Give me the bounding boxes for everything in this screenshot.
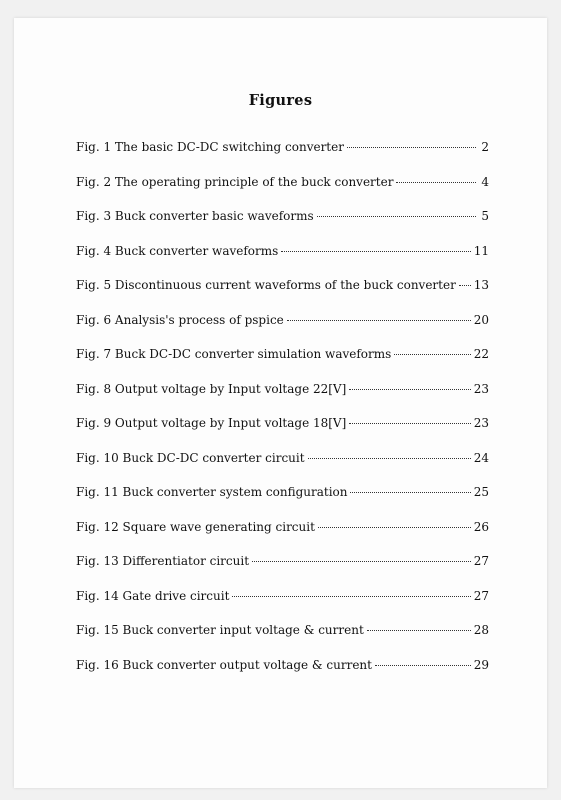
dot-leader [396,182,476,183]
figure-caption: Fig. 13 Differentiator circuit [76,554,250,568]
figure-caption: Fig. 14 Gate drive circuit [76,588,230,603]
figure-entry [76,209,489,244]
dot-leader [308,458,471,459]
page-title: Figures [248,92,313,109]
page-number: 27 [473,554,489,568]
figure-entry [76,451,489,486]
dot-leader [252,561,471,562]
document-page [14,18,547,788]
figure-caption: Fig. 8 Output voltage by Input voltage 22[V] [76,381,347,396]
dot-leader [232,596,470,597]
list-of-figures [76,140,489,692]
figure-caption: Fig. 3 Buck converter basic waveforms [76,209,314,223]
page-number: 29 [473,657,489,672]
figure-caption: Fig. 16 Buck converter output voltage & current [76,657,372,672]
dot-leader [349,389,470,390]
dot-leader [375,665,471,666]
figure-caption: Fig. 11 Buck converter system configuration [76,485,348,499]
figure-entry [76,382,489,417]
page-number: 22 [473,347,489,361]
figure-caption: Fig. 4 Buck converter waveforms [76,243,279,258]
figure-entry [76,589,489,624]
figure-entry [76,244,489,279]
dot-leader [350,492,470,493]
page-number: 26 [473,519,489,534]
dot-leader [367,630,471,631]
dot-leader [318,527,471,528]
figure-entry [76,313,489,348]
page-number: 20 [473,312,489,327]
figure-caption: Fig. 7 Buck DC-DC converter simulation waveforms [76,347,392,361]
page-number: 27 [473,588,489,603]
dot-leader [459,285,471,286]
page-number: 13 [473,278,489,292]
page-number: 5 [481,209,489,223]
figure-caption: Fig. 12 Square wave generating circuit [76,519,315,534]
page-number: 23 [473,381,489,396]
figure-caption: Fig. 5 Discontinuous current waveforms of the buck converter [76,278,456,292]
dot-leader [281,251,470,252]
page-number: 24 [473,450,489,465]
page-number: 28 [473,623,489,637]
figure-caption: Fig. 2 The operating principle of the buck converter [76,174,394,189]
figure-entry [76,658,489,693]
figure-entry [76,623,489,658]
figure-entry [76,278,489,313]
figure-entry [76,520,489,555]
figure-caption: Fig. 15 Buck converter input voltage & current [76,623,364,637]
page-number: 2 [481,140,489,154]
dot-leader [347,147,476,148]
page-number: 23 [473,416,489,430]
figure-entry [76,485,489,520]
figure-caption: Fig. 6 Analysis's process of pspice [76,312,284,327]
dot-leader [317,216,476,217]
page-number: 11 [473,243,489,258]
figure-entry [76,175,489,210]
figure-entry [76,554,489,589]
figure-caption: Fig. 1 The basic DC-DC switching converter [76,140,344,154]
dot-leader [349,423,470,424]
figure-entry [76,347,489,382]
page-number: 25 [473,485,489,499]
figure-caption: Fig. 9 Output voltage by Input voltage 18[V] [76,416,347,430]
dot-leader [394,354,470,355]
page-number: 4 [481,174,489,189]
figure-entry [76,140,489,175]
figure-entry [76,416,489,451]
figure-caption: Fig. 10 Buck DC-DC converter circuit [76,450,305,465]
dot-leader [287,320,471,321]
